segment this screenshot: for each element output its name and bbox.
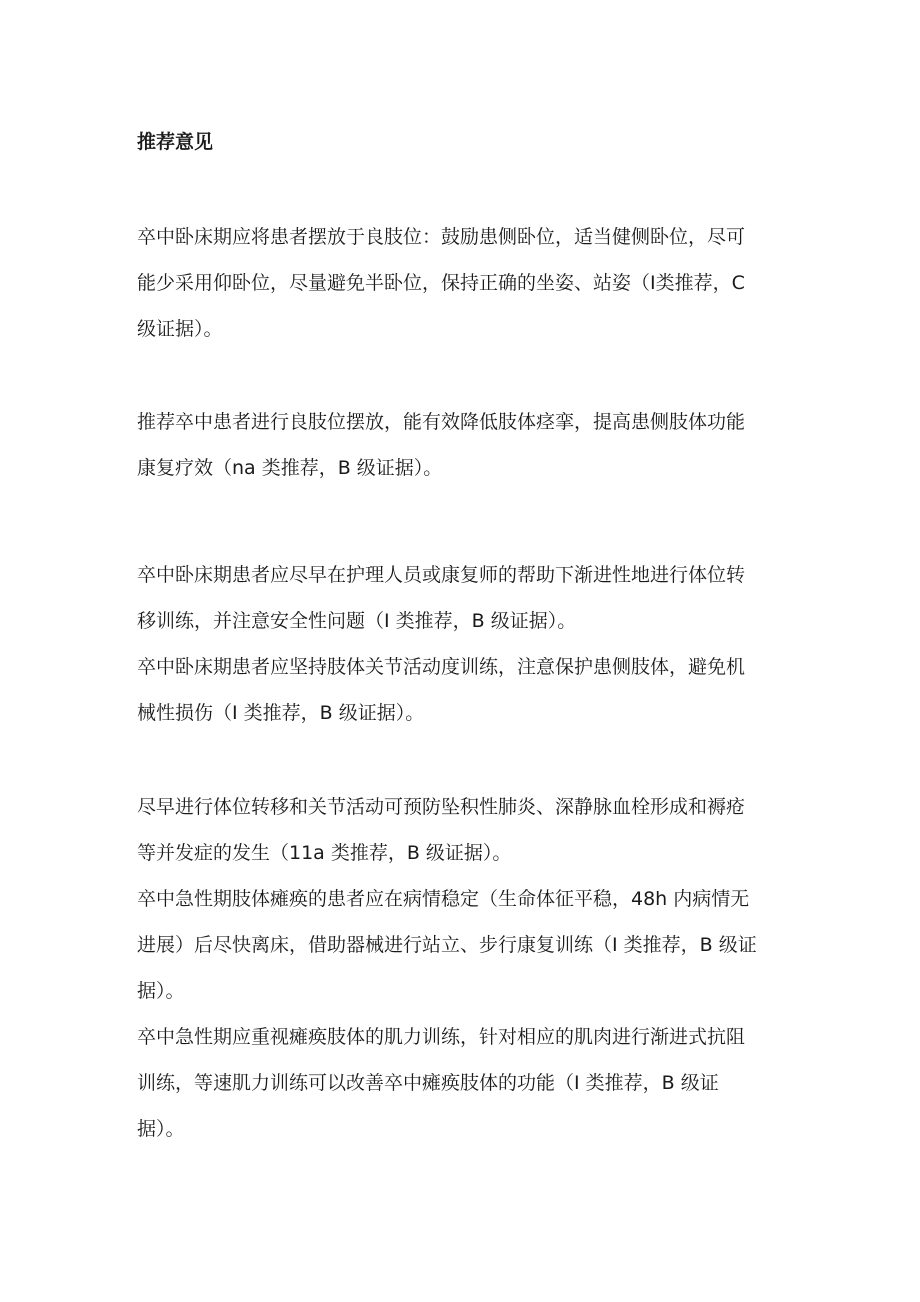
text-line: 卒中卧床期应将患者摆放于良肢位：鼓励患侧卧位，适当健侧卧位，尽可	[137, 226, 746, 248]
text-line: 能少采用仰卧位，尽量避免半卧位，保持正确的坐姿、站姿（I类推荐，C	[137, 272, 745, 294]
text-line: 级证据）。	[137, 318, 223, 340]
paragraph-2	[137, 399, 787, 491]
section-heading: 推荐意见	[137, 131, 214, 153]
text-line: 进展）后尽快离床，借助器械进行站立、步行康复训练（I 类推荐，B 级证	[137, 934, 757, 956]
paragraph-1	[137, 214, 787, 352]
text-line: 尽早进行体位转移和关节活动可预防坠积性肺炎、深静脉血栓形成和褥疮	[137, 796, 746, 818]
paragraph-3	[137, 552, 787, 736]
text-line: 卒中急性期肢体瘫痪的患者应在病情稳定（生命体征平稳，48h 内病情无	[137, 888, 750, 910]
text-line: 移训练，并注意安全性问题（I 类推荐，B 级证据）。	[137, 610, 577, 632]
text-line: 推荐卒中患者进行良肢位摆放，能有效降低肢体痉挛，提高患侧肢体功能	[137, 411, 746, 433]
text-line: 据）。	[137, 980, 185, 1002]
text-line: 卒中卧床期患者应坚持肢体关节活动度训练，注意保护患侧肢体，避免机	[137, 656, 746, 678]
text-line: 卒中卧床期患者应尽早在护理人员或康复师的帮助下渐进性地进行体位转	[137, 564, 746, 586]
text-line: 等并发症的发生（11a 类推荐，B 级证据）。	[137, 842, 512, 864]
text-line: 训练，等速肌力训练可以改善卒中瘫痪肢体的功能（I 类推荐，B 级证	[137, 1072, 719, 1094]
text-line: 械性损伤（I 类推荐，B 级证据）。	[137, 702, 425, 724]
text-line: 康复疗效（na 类推荐，B 级证据）。	[137, 457, 443, 479]
text-line: 据）。	[137, 1118, 185, 1140]
text-line: 卒中急性期应重视瘫痪肢体的肌力训练，针对相应的肌肉进行渐进式抗阻	[137, 1026, 746, 1048]
paragraph-4	[137, 784, 787, 1152]
